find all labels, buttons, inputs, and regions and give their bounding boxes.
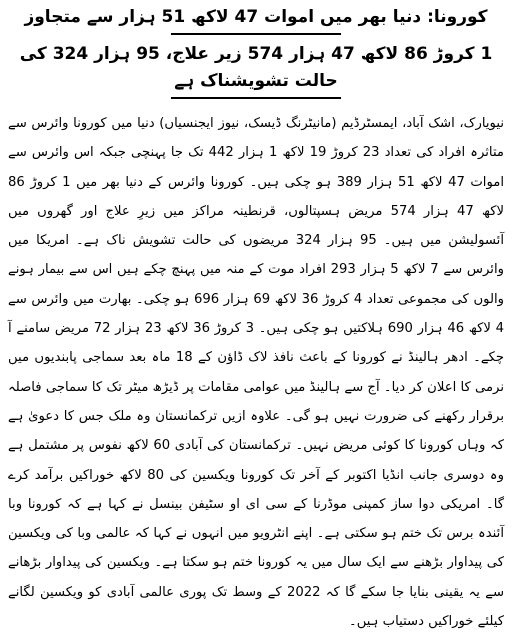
article-body xyxy=(8,109,504,636)
subheadline-underline xyxy=(171,97,341,99)
article-subheadline: 1 کروڑ 86 لاکھ 47 ہزار 574 زیر علاج، 95 ہزار 324 کی حالت تشویشناک ہے xyxy=(19,44,493,91)
article-headline: کورونا: دنیا بھر میں اموات 47 لاکھ 51 ہزار سے متجاوز xyxy=(24,7,488,27)
headline-underline xyxy=(171,33,341,35)
article-paragraph: نیویارک، اشک آباد، ایمسٹرڈیم (مانیٹرنگ ڈیسک، نیوز ایجنسیاں) دنیا میں کورونا وائرس سے متاثرہ افراد کی تعداد 23 کروڑ 19 لاکھ 1 ہزار 442 تک جا پہنچی جبکہ اس وائرس سے اموات 47 لاکھ 51 ہزار 389 ہو چکی ہیں۔ کورونا وائرس کے دنیا بھر میں 1 کروڑ 86 لاکھ 47 ہزار 574 مریض ہسپتالوں، قرنطینہ مراکز میں زیرِ علاج اور گھروں میں آئسولیشن میں ہیں۔ 95 ہزار 324 مریضوں کی حالت تشویش ناک ہے۔ امریکا میں وائرس سے 7 لاکھ 5 ہزار 293 افراد موت کے منہ میں پہنچ چکے ہیں اس سے بیمار ہونے والوں کی مجموعی تعداد 4 کروڑ 36 لاکھ 69 ہزار 696 ہو چکی۔ بھارت میں وائرس سے 4 لاکھ 46 ہزار 690 ہلاکتیں ہو چکی ہیں۔ 3 کروڑ 36 لاکھ 23 ہزار 72 مریض سامنے آ چکے۔ ادھر ہالینڈ نے کورونا کے باعث نافذ لاک ڈاؤن کے 18 ماہ بعد سماجی پابندیوں میں نرمی کا اعلان کر دیا۔ آج سے ہالینڈ میں عوامی مقامات پر ڈیڑھ میٹر تک کا سماجی فاصلہ برقرار رکھنے کی ضرورت نہیں ہو گی۔ علاوہ ازیں ترکمانستان وہ ملک جس کا دعویٰ ہے کہ وہاں کورونا کا کوئی مریض نہیں۔ ترکمانستان کی آبادی 60 لاکھ نفوس پر مشتمل ہے وہ دوسری جانب انڈیا اکتوبر کے آخر تک کورونا ویکسین کی 80 لاکھ خوراکیں برآمد کرے گا۔ امریکی دوا ساز کمپنی موڈرنا کے سی ای او سٹیفن بینسل نے کہا ہے کہ کورونا وبا آئندہ برس تک ختم ہو سکتی ہے۔ اپنے انٹرویو میں انہوں نے کہا کہ عالمی وبا کی ویکسین کی پیداوار بڑھنے سے ایک سال میں یہ کورونا ختم ہو سکتا ہے۔ ویکسین کی پیداوار بڑھانے سے یہ یقینی بنایا جا سکے گا کہ 2022 کے وسط تک پوری عالمی آبادی کو ویکسین لگانے کیلئے خوراکیں دستیاب ہیں۔ xyxy=(8,116,505,630)
